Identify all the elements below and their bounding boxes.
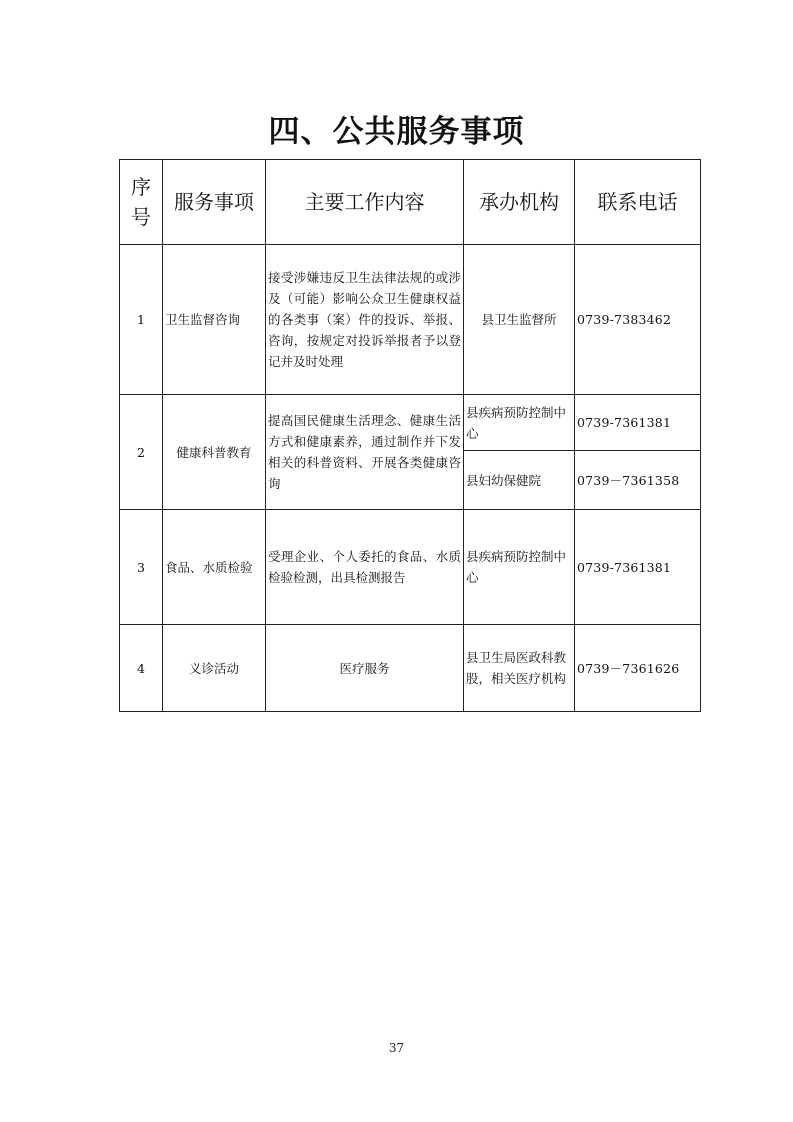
row-number: 1 [120, 245, 163, 395]
service-org: 县卫生监督所 [464, 245, 575, 395]
service-phone: 0739-7361381 [575, 510, 701, 625]
public-services-table [119, 159, 701, 712]
service-item: 健康科普教育 [163, 395, 266, 510]
table-row [120, 245, 701, 395]
service-item: 卫生监督咨询 [163, 245, 266, 395]
table-header-row [120, 160, 701, 245]
header-content: 主要工作内容 [266, 160, 464, 245]
service-item: 食品、水质检验 [163, 510, 266, 625]
service-phone: 0739－7361358 [575, 451, 701, 510]
service-org: 县卫生局医政科教股，相关医疗机构 [464, 625, 575, 712]
table-row [120, 510, 701, 625]
row-number: 2 [120, 395, 163, 510]
service-content: 医疗服务 [266, 625, 464, 712]
service-org: 县妇幼保健院 [464, 451, 575, 510]
header-org: 承办机构 [464, 160, 575, 245]
header-item: 服务事项 [163, 160, 266, 245]
page-title: 四、公共服务事项 [268, 114, 525, 150]
service-content: 接受涉嫌违反卫生法律法规的或涉及（可能）影响公众卫生健康权益的各类事（案）件的投诉、举报、咨询，按规定对投诉举报者予以登记并及时处理 [266, 245, 464, 395]
service-org: 县疾病预防控制中心 [464, 395, 575, 451]
table-row [120, 625, 701, 712]
service-item: 义诊活动 [163, 625, 266, 712]
page-number: 37 [388, 1041, 405, 1055]
service-org: 县疾病预防控制中心 [464, 510, 575, 625]
table-row [120, 395, 701, 451]
service-phone: 0739-7361381 [575, 395, 701, 451]
service-content: 提高国民健康生活理念、健康生活方式和健康素养，通过制作并下发相关的科普资料、开展各类健康咨询 [266, 395, 464, 510]
row-number: 4 [120, 625, 163, 712]
header-no: 序号 [120, 160, 163, 245]
header-phone: 联系电话 [575, 160, 701, 245]
service-content: 受理企业、个人委托的食品、水质检验检测，出具检测报告 [266, 510, 464, 625]
service-phone: 0739－7361626 [575, 625, 701, 712]
row-number: 3 [120, 510, 163, 625]
service-phone: 0739-7383462 [575, 245, 701, 395]
